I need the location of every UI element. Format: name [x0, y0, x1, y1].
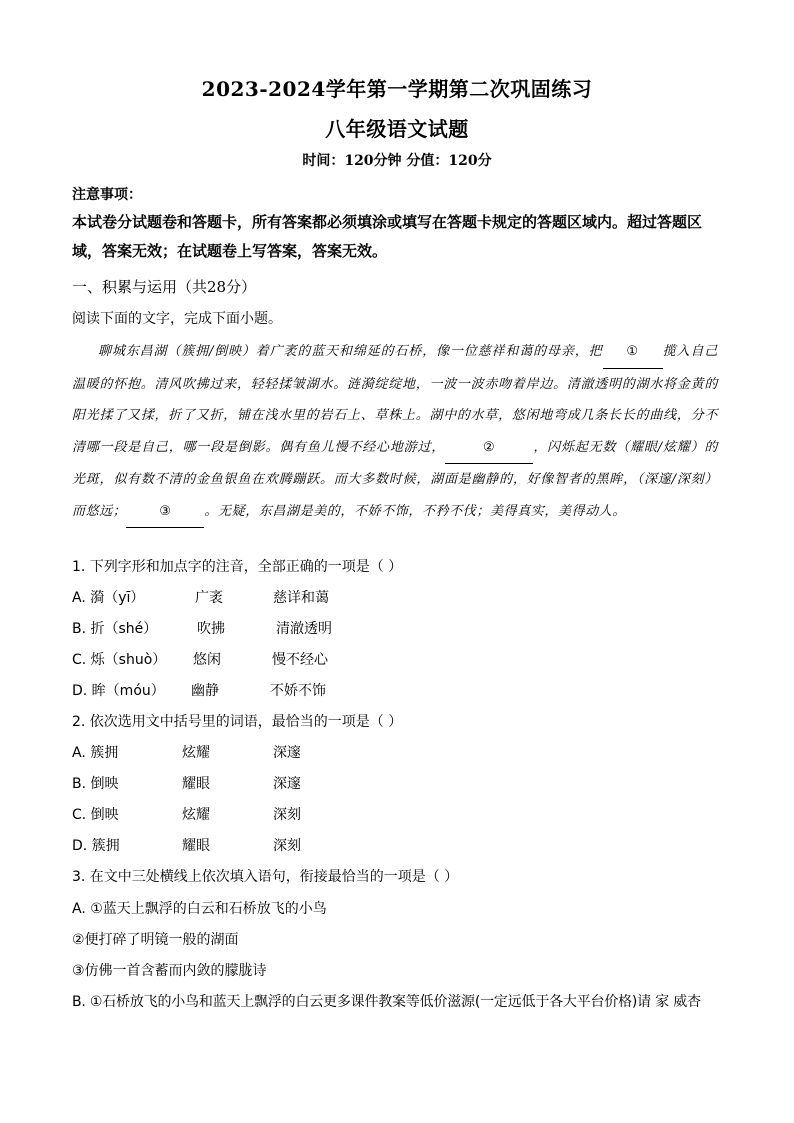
blank-2: ②	[445, 432, 533, 465]
passage-text-1: 聊城东昌湖（簇拥/倒映）着广袤的蓝天和绵延的石桥，像一位慈祥和蔼的母亲，把	[98, 344, 603, 359]
q3-line: B. ①石桥放飞的小鸟和蓝天上飘浮的白云更多课件教案等低价滋源(一定远低于各大平台价格)请 家 威杏	[72, 994, 701, 1010]
option-col-3: 不娇不饰	[270, 683, 326, 699]
exam-meta: 时间：120分钟 分值：120分	[302, 153, 492, 169]
question-1-stem: 1. 下列字形和加点字的注音，全部正确的一项是（ ）	[72, 559, 403, 575]
passage-text-3: ，闪烁起无数（耀眼/炫耀）的光斑，似有数不清的金鱼银鱼在欢腾蹦跃。而大多数时候，湖面是幽静的，好像智者的黑眸，（深邃/深刻）而悠远；	[72, 439, 718, 519]
q3-line: ②便打碎了明镜一般的湖面	[72, 932, 239, 948]
blank-3: ③	[126, 496, 204, 529]
section-heading: 一、积累与运用（共28分）	[72, 278, 257, 296]
option-col-2: 广袤	[195, 590, 223, 606]
option-col-2: 炫耀	[182, 807, 210, 823]
option-col-1: A. 簇拥	[72, 745, 119, 761]
option-col-2: 耀眼	[182, 776, 210, 792]
q3-line: A. ①蓝天上飘浮的白云和石桥放飞的小鸟	[72, 901, 327, 917]
option-col-1: D. 簇拥	[72, 838, 120, 854]
exam-subtitle: 八年级语文试题	[325, 117, 469, 141]
option-col-1: B. 倒映	[72, 776, 119, 792]
option-col-3: 深刻	[273, 807, 301, 823]
option-col-2: 悠闲	[193, 652, 221, 668]
option-col-1: D. 眸（móu）	[72, 683, 165, 699]
exam-title: 2023-2024学年第一学期第二次巩固练习	[201, 77, 593, 101]
option-col-3: 深刻	[273, 838, 301, 854]
option-col-1: C. 倒映	[72, 807, 119, 823]
section-intro: 阅读下面的文字，完成下面小题。	[72, 311, 282, 327]
option-col-1: C. 烁（shuò）	[72, 652, 167, 668]
passage-text-2: 揽入自己温暖的怀抱。清风吹拂过来，轻轻揉皱湖水。涟漪绽绽地，一波一波赤吻着岸边。清澈透明的湖水将金黄的阳光揉了又揉，折了又折，铺在浅水里的岩石上、草株上。湖中的水草，悠闲地弯成几条长长的曲线，分不清哪一段是自己，哪一段是倒影。偶有鱼儿慢不经心地游过，	[72, 344, 718, 455]
option-col-2: 幽静	[191, 683, 219, 699]
question-3-stem: 3. 在文中三处横线上依次填入语句，衔接最恰当的一项是（ ）	[72, 869, 459, 885]
option-col-2: 炫耀	[182, 745, 210, 761]
blank-1: ①	[603, 336, 663, 369]
reading-passage	[72, 336, 718, 528]
option-col-3: 深邃	[273, 776, 301, 792]
option-col-1: B. 折（shé）	[72, 621, 158, 637]
option-col-2: 耀眼	[182, 838, 210, 854]
q3-line: ③仿佛一首含蓄而内敛的朦胧诗	[72, 963, 267, 979]
option-col-3: 深邃	[273, 745, 301, 761]
notice-heading: 注意事项：	[72, 187, 142, 203]
option-col-3: 慢不经心	[272, 652, 328, 668]
option-col-3: 慈详和蔼	[273, 590, 329, 606]
notice-body: 本试卷分试题卷和答题卡，所有答案都必须填涂或填写在答题卡规定的答题区域内。超过答题区域，答案无效；在试题卷上写答案，答案无效。	[72, 213, 703, 260]
option-col-3: 清澈透明	[276, 621, 332, 637]
option-col-2: 吹拂	[197, 621, 225, 637]
passage-text-4: 。无疑，东昌湖是美的，不娇不饰，不矜不伐；美得真实，美得动人。	[204, 503, 627, 519]
question-2-stem: 2. 依次选用文中括号里的词语，最恰当的一项是（ ）	[72, 714, 403, 730]
option-col-1: A. 漪（yī）	[72, 590, 145, 606]
